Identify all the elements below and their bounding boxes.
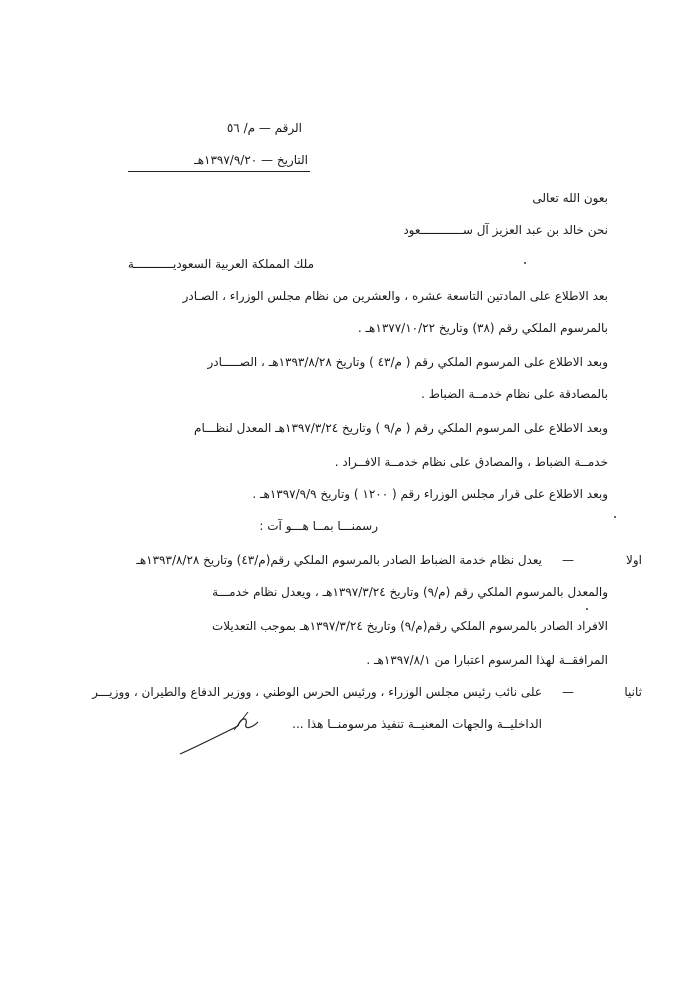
clause-2-label: ثانيا — [624, 685, 642, 699]
clause-1-line-1: يعدل نظام خدمة الضباط الصادر بالمرسوم الملكي رقم(م/٤٣) وتاريخ ١٣٩٣/٨/٢٨هـ — [136, 553, 542, 567]
reference-number: الرقم — م/ ٥٦ — [226, 121, 302, 135]
clause-1-line-3: الافراد الصادر بالمرسوم الملكي رقم(م/٩) وتاريخ ١٣٩٧/٣/٢٤هـ بموجب التعديلات — [211, 619, 608, 633]
clause-1-line-4: المرافقــة لهذا المرسوم اعتبارا من ١٣٩٧/٨/١هـ . — [366, 653, 608, 667]
date-underline — [128, 171, 310, 172]
paragraph-1-line-1: بعد الاطلاع على المادتين التاسعة عشره ، والعشرين من نظام مجلس الوزراء ، الصـادر — [182, 289, 608, 303]
paragraph-4-line-1: وبعد الاطلاع على قرار مجلس الوزراء رقم ( ١٢٠٠ ) وتاريخ ١٣٩٧/٩/٩هـ . — [252, 487, 608, 501]
paragraph-3-line-2: خدمــة الضباط ، والمصادق على نظام خدمــة الافــراد . — [334, 455, 608, 469]
paragraph-2-line-1: وبعد الاطلاع على المرسوم الملكي رقم ( م/٤٣ ) وتاريخ ١٣٩٣/٨/٢٨هـ ، الصـــــادر — [207, 355, 608, 369]
ink-dot — [524, 262, 526, 264]
invocation-line: بعون الله تعالى — [532, 191, 608, 205]
clause-1-line-2: والمعدل بالمرسوم الملكي رقم (م/٩) وتاريخ ١٣٩٧/٣/٢٤هـ ، ويعدل نظام خدمـــة — [212, 585, 608, 599]
clause-1-label: اولا — [626, 553, 642, 567]
paragraph-2-line-2: بالمصادقة على نظام خدمــة الضباط . — [421, 387, 608, 401]
clause-1-dash: — — [562, 553, 574, 567]
paragraph-1-line-2: بالمرسوم الملكي رقم (٣٨) وتاريخ ١٣٧٧/١٠/٢٢هـ . — [357, 321, 608, 335]
clause-2-dash: — — [562, 685, 574, 699]
king-title-line: ملك المملكة العربية السعوديـــــــــــة — [127, 257, 314, 271]
paragraph-3-line-1: وبعد الاطلاع على المرسوم الملكي رقم ( م/٩ ) وتاريخ ١٣٩٧/٣/٢٤هـ المعدل لنظـــام — [194, 421, 608, 435]
sender-line: نحن خالد بن عبد العزيز آل ســــــــــــعود — [403, 223, 608, 237]
signature-mark — [178, 708, 268, 758]
ink-dot — [586, 608, 588, 610]
clause-2-line-1: على نائب رئيس مجلس الوزراء ، ورئيس الحرس الوطني ، ووزير الدفاع والطيران ، ووزيـــر — [92, 685, 542, 699]
decree-line: رسمنـــا بمــا هـــو آت : — [259, 519, 378, 533]
clause-2-line-2: الداخليــة والجهات المعنيــة تنفيذ مرسومنــا هذا ... — [292, 717, 542, 731]
ink-dot — [614, 516, 616, 518]
document-date: التاريخ — ١٣٩٧/٩/٢٠هـ — [194, 153, 308, 167]
